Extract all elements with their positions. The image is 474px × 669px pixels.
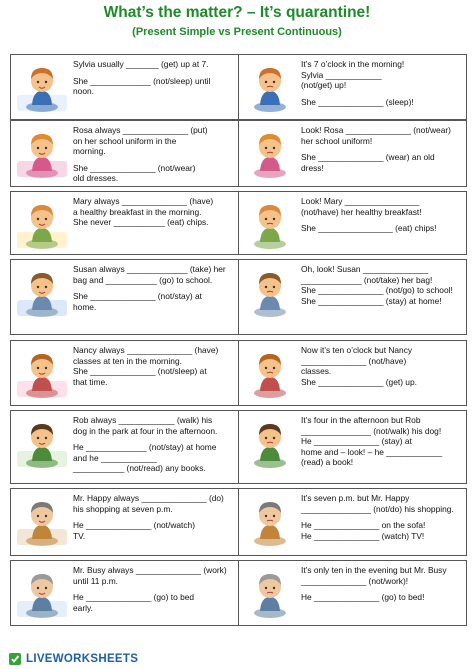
logo-icon	[8, 652, 22, 666]
character-illustration	[15, 266, 69, 320]
sentence-line: and he ____________	[73, 452, 157, 463]
sentence-line: Look! Rosa ______________ (not/wear)	[301, 125, 451, 135]
exercise-box-1-right	[238, 54, 467, 120]
sentence-line: She ______________ (not/go) to school!	[301, 285, 453, 296]
character-illustration	[15, 347, 69, 401]
sentence-line: Rosa always ______________ (put)	[73, 125, 208, 135]
character-illustration	[243, 417, 297, 471]
exercise-text	[301, 493, 462, 541]
sentence-line: It’s seven p.m. but Mr. Happy	[301, 493, 410, 503]
sentence-line: She ________________ (eat) chips!	[301, 223, 437, 234]
exercise-text	[73, 345, 234, 387]
exercise-text	[301, 196, 462, 234]
sentence-line: home and – look! – he ____________	[301, 446, 443, 457]
exercise-text	[73, 196, 234, 228]
sentence-line: _______________ (not/do) his shopping.	[301, 503, 454, 514]
sentence-line: She ______________ (wear) an old	[301, 152, 435, 163]
sentence-line: _____________ (not/take) her bag!	[301, 274, 433, 285]
sentence-line: It’s 7 o’clock in the morning!	[301, 59, 405, 69]
character-illustration	[15, 417, 69, 471]
sentence-line: morning.	[73, 146, 106, 157]
worksheet-subtitle: (Present Simple vs Present Continuous)	[132, 26, 342, 38]
exercise-text	[73, 415, 234, 474]
sentence-line: noon.	[73, 86, 94, 97]
exercise-text	[301, 264, 462, 306]
exercise-box-2-right	[238, 120, 467, 187]
exercise-text	[73, 59, 234, 97]
sentence-line: Mary always ______________ (have)	[73, 196, 214, 206]
sentence-line: Rob always ____________ (walk) his	[73, 415, 213, 425]
exercise-text	[73, 565, 234, 613]
sentence-line: a healthy breakfast in the morning.	[73, 206, 202, 217]
character-illustration	[243, 61, 297, 115]
sentence-line: She ______________ (not/sleep) at	[73, 366, 207, 377]
exercise-box-3-left	[10, 191, 239, 255]
sentence-line: She _____________ (not/sleep) until	[73, 75, 211, 86]
sentence-line: She ______________ (get) up.	[301, 376, 417, 387]
sentence-line: He ______________ on the sofa!	[301, 520, 426, 531]
sentence-line: TV.	[73, 530, 86, 541]
exercise-box-8-right	[238, 560, 467, 626]
sentence-line: She ______________ (not/wear)	[73, 162, 196, 173]
sentence-line: ______________ (not/have)	[301, 355, 407, 366]
sentence-line: Mr. Happy always ______________ (do)	[73, 493, 224, 503]
sentence-line: dog in the park at four in the afternoon.	[73, 425, 218, 436]
exercise-text	[301, 345, 462, 387]
sentence-line: until 11 p.m.	[73, 575, 118, 586]
sentence-line: that time.	[73, 376, 108, 387]
character-illustration	[15, 61, 69, 115]
sentence-line: classes at ten in the morning.	[73, 355, 182, 366]
sentence-line: Sylvia ____________	[301, 69, 382, 80]
footer-brand: LIVEWORKSHEETS	[26, 653, 139, 665]
sentence-line: her school uniform!	[301, 135, 373, 146]
exercise-box-5-left	[10, 340, 239, 406]
exercise-text	[301, 415, 462, 468]
sentence-line: Oh, look! Susan ______________	[301, 264, 429, 274]
exercise-box-4-left	[10, 259, 239, 335]
exercise-text	[73, 264, 234, 312]
sentence-line: dress!	[301, 162, 324, 173]
sentence-line: She ______________ (stay) at home!	[301, 295, 442, 306]
character-illustration	[243, 495, 297, 549]
sentence-line: bag and ___________ (go) to school.	[73, 274, 213, 285]
sentence-line: He ______________ (not/watch)	[73, 520, 195, 531]
sentence-line: home.	[73, 301, 97, 312]
exercise-box-7-left	[10, 488, 239, 556]
exercise-box-6-left	[10, 410, 239, 484]
exercise-text	[73, 125, 234, 184]
sentence-line: _______________ (not/walk) his dog!	[301, 425, 442, 436]
exercise-box-5-right	[238, 340, 467, 406]
exercise-box-3-right	[238, 191, 467, 255]
sentence-line: Mr. Busy always ______________ (work)	[73, 565, 227, 575]
character-illustration	[243, 266, 297, 320]
exercise-box-6-right	[238, 410, 467, 484]
sentence-line: He _____________ (not/stay) at home	[73, 442, 217, 453]
sentence-line: Susan always _____________ (take) her	[73, 264, 226, 274]
sentence-line: He ______________ (watch) TV!	[301, 530, 425, 541]
sentence-line: classes.	[301, 366, 332, 377]
exercise-box-4-right	[238, 259, 467, 335]
exercise-box-2-left	[10, 120, 239, 187]
sentence-line: early.	[73, 602, 93, 613]
sentence-line: He ______________ (go) to bed	[73, 592, 195, 603]
sentence-line: He ______________ (stay) at	[301, 436, 412, 447]
sentence-line: Sylvia usually _______ (get) up at 7.	[73, 59, 209, 69]
sentence-line: Now it’s ten o’clock but Nancy	[301, 345, 413, 355]
sentence-line: It’s four in the afternoon but Rob	[301, 415, 421, 425]
sentence-line: It’s only ten in the evening but Mr. Busy	[301, 565, 447, 575]
exercise-box-1-left	[10, 54, 239, 120]
exercise-box-7-right	[238, 488, 467, 556]
exercise-text	[73, 493, 234, 541]
character-illustration	[15, 198, 69, 252]
sentence-line: on her school uniform in the	[73, 135, 177, 146]
character-illustration	[15, 495, 69, 549]
exercise-text	[301, 59, 462, 107]
sentence-line: She never ___________ (eat) chips.	[73, 217, 209, 228]
footer	[0, 651, 474, 669]
character-illustration	[15, 127, 69, 181]
character-illustration	[243, 198, 297, 252]
worksheet-title: What’s the matter? – It’s quarantine!	[103, 4, 371, 21]
sentence-line: She ______________ (not/stay) at	[73, 291, 202, 302]
sentence-line: (not/get) up!	[301, 80, 347, 91]
liveworksheets-logo	[8, 652, 138, 666]
character-illustration	[243, 347, 297, 401]
sentence-line: his shopping at seven p.m.	[73, 503, 173, 514]
sentence-line: ______________ (not/work)!	[301, 575, 409, 586]
character-illustration	[243, 127, 297, 181]
exercise-text	[301, 125, 462, 173]
exercise-text	[301, 565, 462, 603]
exercise-box-8-left	[10, 560, 239, 626]
sentence-line: old dresses.	[73, 173, 119, 184]
sentence-line: Nancy always ______________ (have)	[73, 345, 219, 355]
character-illustration	[243, 567, 297, 621]
sentence-line: (not/have) her healthy breakfast!	[301, 206, 422, 217]
sentence-line: (read) a book!	[301, 457, 354, 468]
sentence-line: She ______________ (sleep)!	[301, 96, 414, 107]
sentence-line: ___________ (not/read) any books.	[73, 463, 206, 474]
sentence-line: Look! Mary ________________	[301, 196, 420, 206]
sentence-line: He ______________ (go) to bed!	[301, 592, 425, 603]
character-illustration	[15, 567, 69, 621]
